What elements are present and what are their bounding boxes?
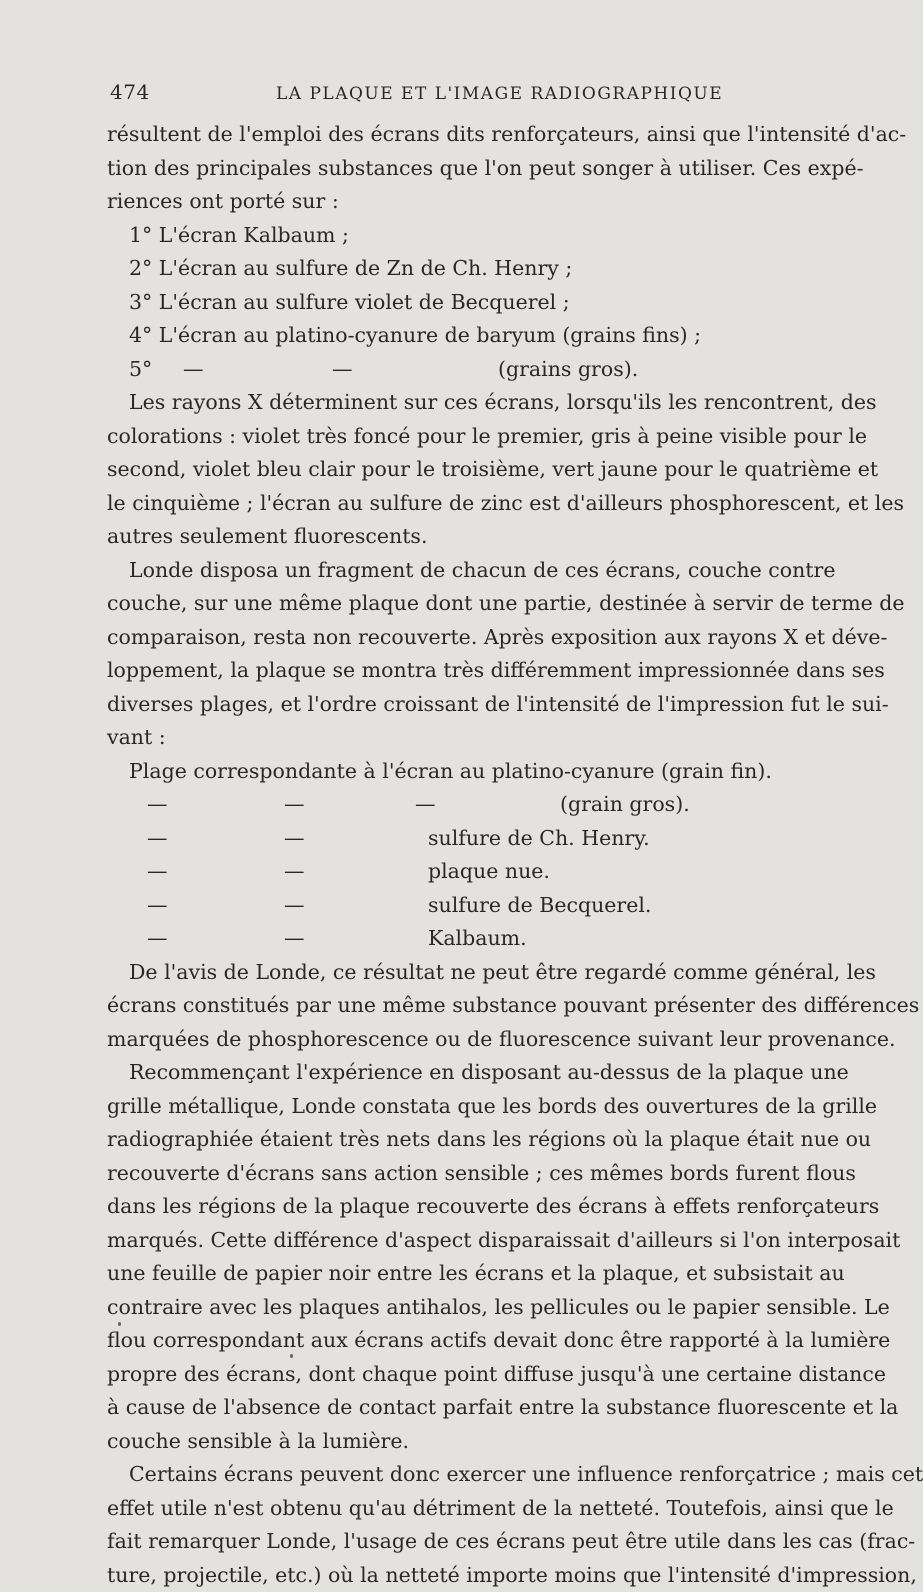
table-row <box>107 788 787 822</box>
text-line: marquées de phosphorescence ou de fluorescence suivant leur provenance. <box>107 1023 787 1057</box>
ditto-mark: — <box>183 353 204 387</box>
ditto-mark: — <box>147 822 168 856</box>
text-line: couche sensible à la lumière. <box>107 1425 787 1459</box>
ditto-mark: — <box>147 788 168 822</box>
text-line: De l'avis de Londe, ce résultat ne peut être regardé comme général, les <box>107 956 787 990</box>
row-text: plaque nue. <box>428 855 550 889</box>
text-line: Plage correspondante à l'écran au platino-cyanure (grain fin). <box>107 755 787 789</box>
ditto-mark: — <box>415 788 436 822</box>
ditto-mark: — <box>332 353 353 387</box>
table-row <box>107 855 787 889</box>
table-row <box>107 922 787 956</box>
body-text <box>107 118 787 1592</box>
text-line: contraire avec les plaques antihalos, les pellicules ou le papier sensible. Le <box>107 1291 787 1325</box>
ditto-mark: — <box>284 855 305 889</box>
text-line: à cause de l'absence de contact parfait entre la substance fluorescente et la <box>107 1391 787 1425</box>
text-line: tion des principales substances que l'on peut songer à utiliser. Ces expé- <box>107 152 787 186</box>
ditto-mark: — <box>147 889 168 923</box>
table-row <box>107 822 787 856</box>
paper-speck <box>290 1354 293 1358</box>
text-line: loppement, la plaque se montra très différemment impressionnée dans ses <box>107 654 787 688</box>
paper-speck <box>118 1322 121 1326</box>
text-line: propre des écrans, dont chaque point diffuse jusqu'à une certaine distance <box>107 1358 787 1392</box>
ditto-mark: — <box>147 855 168 889</box>
ditto-mark: — <box>284 822 305 856</box>
text-line: diverses plages, et l'ordre croissant de l'intensité de l'impression fut le sui- <box>107 688 787 722</box>
ditto-mark: — <box>284 788 305 822</box>
text-line: Certains écrans peuvent donc exercer une influence renforçatrice ; mais cet <box>107 1458 787 1492</box>
row-text: Kalbaum. <box>428 922 527 956</box>
list-item: 3° L'écran au sulfure violet de Becquerel ; <box>107 286 787 320</box>
text-line: une feuille de papier noir entre les écrans et la plaque, et subsistait au <box>107 1257 787 1291</box>
text-line: comparaison, resta non recouverte. Après exposition aux rayons X et déve- <box>107 621 787 655</box>
text-line: autres seulement fluorescents. <box>107 520 787 554</box>
text-line: effet utile n'est obtenu qu'au détriment de la netteté. Toutefois, ainsi que le <box>107 1492 787 1526</box>
ditto-mark: — <box>284 889 305 923</box>
text-line: fait remarquer Londe, l'usage de ces écrans peut être utile dans les cas (frac- <box>107 1525 787 1559</box>
ditto-mark: — <box>147 922 168 956</box>
page-number: 474 <box>110 80 150 104</box>
text-line: résultent de l'emploi des écrans dits renforçateurs, ainsi que l'intensité d'ac- <box>107 118 787 152</box>
text-line: ture, projectile, etc.) où la netteté importe moins que l'intensité d'impression, <box>107 1559 787 1592</box>
list-item <box>107 353 787 387</box>
text-line: marqués. Cette différence d'aspect disparaissait d'ailleurs si l'on interposait <box>107 1224 787 1258</box>
list-item: 2° L'écran au sulfure de Zn de Ch. Henry ; <box>107 252 787 286</box>
text-line: second, violet bleu clair pour le troisième, vert jaune pour le quatrième et <box>107 453 787 487</box>
table-row <box>107 889 787 923</box>
list-item: 1° L'écran Kalbaum ; <box>107 219 787 253</box>
text-line: le cinquième ; l'écran au sulfure de zinc est d'ailleurs phosphorescent, et les <box>107 487 787 521</box>
row-text: sulfure de Becquerel. <box>428 889 651 923</box>
ditto-mark: — <box>284 922 305 956</box>
row-text: sulfure de Ch. Henry. <box>428 822 650 856</box>
text-line: dans les régions de la plaque recouverte des écrans à effets renforçateurs <box>107 1190 787 1224</box>
text-line: Londe disposa un fragment de chacun de ces écrans, couche contre <box>107 554 787 588</box>
text-line: écrans constitués par une même substance pouvant présenter des différences <box>107 989 787 1023</box>
text-line: vant : <box>107 721 787 755</box>
page-header <box>0 80 800 110</box>
text-line: Recommençant l'expérience en disposant au-dessus de la plaque une <box>107 1056 787 1090</box>
text-line: couche, sur une même plaque dont une partie, destinée à servir de terme de <box>107 587 787 621</box>
text-line: recouverte d'écrans sans action sensible ; ces mêmes bords furent flous <box>107 1157 787 1191</box>
text-line: radiographiée étaient très nets dans les régions où la plaque était nue ou <box>107 1123 787 1157</box>
text-line: riences ont porté sur : <box>107 185 787 219</box>
text-line: grille métallique, Londe constata que les bords des ouvertures de la grille <box>107 1090 787 1124</box>
text-line: Les rayons X déterminent sur ces écrans, lorsqu'ils les rencontrent, des <box>107 386 787 420</box>
item-tail: (grains gros). <box>498 353 638 387</box>
row-text: (grain gros). <box>560 788 690 822</box>
list-item: 4° L'écran au platino-cyanure de baryum (grains fins) ; <box>107 319 787 353</box>
item-number: 5° <box>129 353 152 387</box>
text-line: colorations : violet très foncé pour le premier, gris à peine visible pour le <box>107 420 787 454</box>
running-title: LA PLAQUE ET L'IMAGE RADIOGRAPHIQUE <box>276 84 723 104</box>
text-line: flou correspondant aux écrans actifs devait donc être rapporté à la lumière <box>107 1324 787 1358</box>
